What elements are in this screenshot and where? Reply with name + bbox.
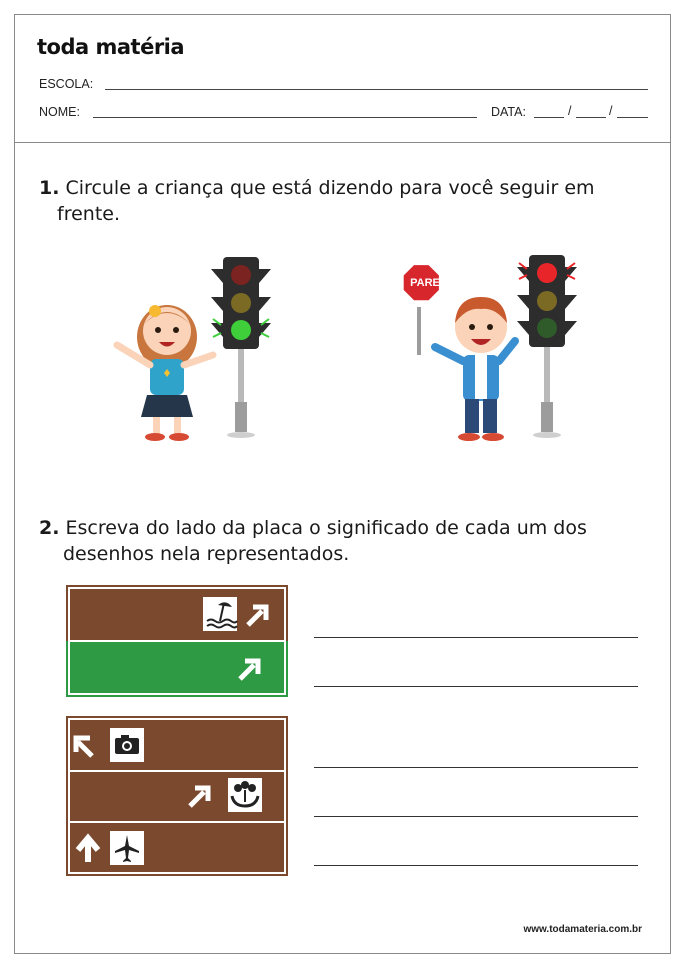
stop-sign-text: PARE	[410, 277, 440, 289]
date-month-line[interactable]	[576, 117, 606, 118]
question-2	[39, 515, 587, 567]
date-day-line[interactable]	[534, 117, 564, 118]
name-line[interactable]	[93, 117, 477, 118]
question-text: desenhos nela representados.	[63, 543, 350, 565]
direction-sign-attractions[interactable]	[66, 716, 288, 876]
question-1	[39, 175, 595, 227]
date-year-line[interactable]	[617, 117, 648, 118]
direction-sign-beach[interactable]	[66, 585, 288, 697]
question-number: 2.	[39, 517, 60, 539]
answer-line[interactable]	[314, 767, 638, 768]
logo: toda matéria	[37, 35, 185, 59]
date-label: DATA:	[491, 105, 526, 119]
question-text: Circule a criança que está dizendo para você seguir em	[65, 177, 595, 199]
garden-icon	[228, 778, 262, 812]
airplane-icon	[110, 831, 144, 865]
answer-line[interactable]	[314, 865, 638, 866]
worksheet	[14, 14, 671, 954]
camera-icon	[110, 728, 144, 762]
answer-line[interactable]	[314, 637, 638, 638]
answer-line[interactable]	[314, 816, 638, 817]
website-footer[interactable]: www.todamateria.com.br	[523, 924, 642, 935]
date-separator: /	[609, 104, 613, 118]
beach-icon	[203, 597, 237, 631]
answer-line[interactable]	[314, 686, 638, 687]
question-number: 1.	[39, 177, 60, 199]
school-label: ESCOLA:	[39, 77, 94, 91]
question-text: frente.	[57, 203, 120, 225]
question-text: Escreva do lado da placa o significado de cada um dos	[65, 517, 587, 539]
date-separator: /	[568, 104, 572, 118]
girl-green-light-illustration[interactable]	[95, 247, 295, 447]
name-label: NOME:	[39, 105, 80, 119]
school-line[interactable]	[105, 89, 648, 90]
header	[15, 15, 670, 143]
